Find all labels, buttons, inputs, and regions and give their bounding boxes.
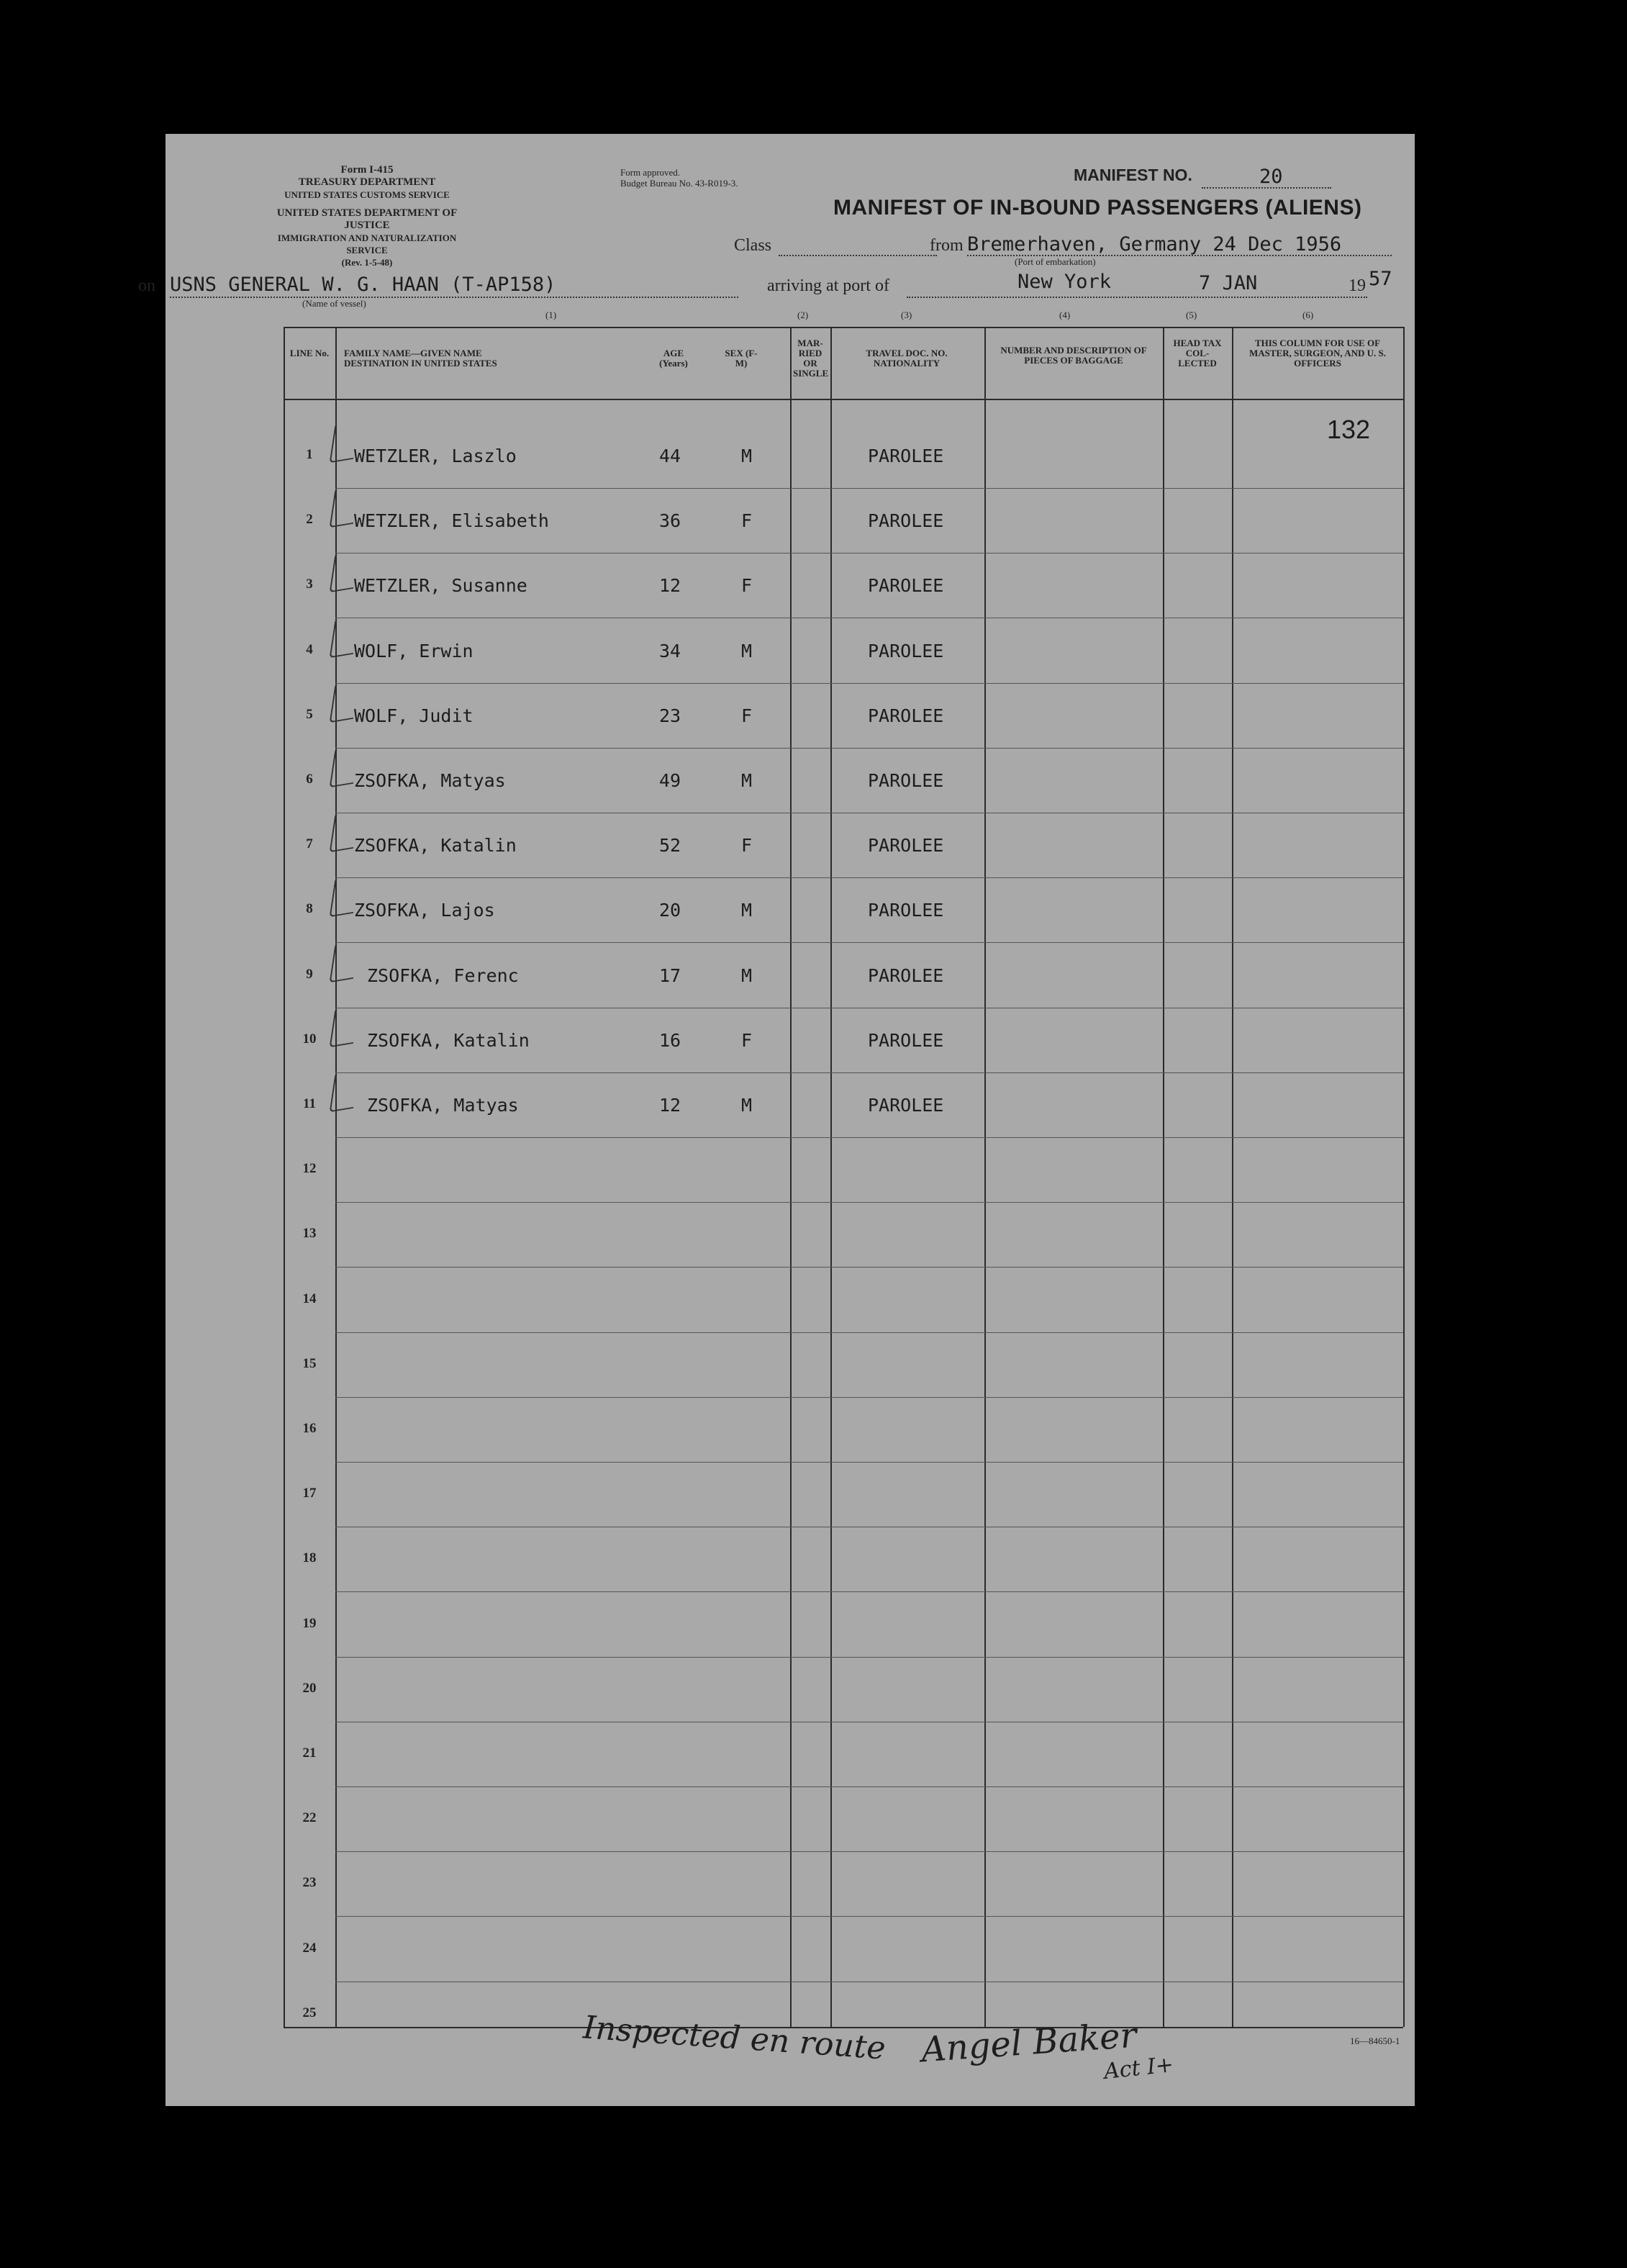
passenger-travel-doc: PAROLEE [868,1095,944,1116]
manifest-no-label: MANIFEST NO. [1074,166,1192,184]
line-number: 13 [302,1226,317,1242]
form-number: Form I-415 [340,164,394,176]
line-number: 14 [302,1291,317,1306]
form-id-block [273,164,461,201]
col-num-2: (2) [797,310,809,320]
checkmark [330,941,359,982]
line-number: 17 [302,1486,317,1501]
vessel-caption: (Name of vessel) [302,298,366,309]
table-right-border [1403,327,1405,2027]
embarkation-value: Bremerhaven, Germany 24 Dec 1956 [967,233,1342,256]
treasury-dept: TREASURY DEPARTMENT [298,176,436,188]
row-divider [335,1397,1403,1398]
arrival-port: New York [1018,271,1112,293]
passenger-name: ZSOFKA, Ferenc [367,964,519,986]
table-top-border [284,327,1403,328]
budget-bureau: Budget Bureau No. 43-R019-3. [620,178,738,189]
revision-date: (Rev. 1-5-48) [341,257,393,268]
col-num-5: (5) [1186,310,1197,320]
col-num-4: (4) [1059,310,1071,320]
header-married: MAR-RIED OR SINGLE [793,338,829,379]
passenger-age: 17 [659,964,681,986]
line-number: 18 [302,1550,317,1566]
port-embarkation-caption: (Port of embarkation) [1015,256,1096,267]
passenger-travel-doc: PAROLEE [868,446,944,466]
header-baggage: NUMBER AND DESCRIPTION OF PIECES OF BAGGAGE [1000,345,1147,366]
passenger-name: WETZLER, Susanne [354,575,527,597]
col-div-tax [1163,327,1164,2027]
line-number: 21 [302,1745,317,1761]
header-travel-doc: TRAVEL DOC. NO. NATIONALITY [866,348,948,369]
line-number: 16 [302,1421,317,1436]
justice-block [259,207,475,268]
passenger-age: 52 [659,835,681,857]
row-divider [335,1916,1403,1917]
row-divider [335,488,1403,489]
passenger-age: 20 [659,900,681,921]
arrival-date: 7 JAN [1199,272,1258,294]
passenger-name: WETZLER, Laszlo [354,446,517,466]
row-divider [335,553,1403,554]
passenger-sex: M [741,640,753,661]
header-sex: SEX (F-M) [725,348,758,369]
passenger-age: 16 [659,1029,681,1051]
header-line-no: LINE No. [289,348,330,358]
vessel-name: USNS GENERAL W. G. HAAN (T-AP158) [170,274,556,296]
passenger-travel-doc: PAROLEE [868,835,944,857]
ins-service: IMMIGRATION AND NATURALIZATION SERVICE [277,232,457,256]
line-number: 12 [302,1161,317,1177]
class-label: Class [734,236,772,255]
header-head-tax: HEAD TAX COL-LECTED [1173,338,1222,369]
passenger-sex: M [741,770,753,791]
passenger-sex: M [741,1095,753,1116]
row-divider [335,942,1403,943]
arrival-port-rule [907,297,1367,298]
table-header-border [284,399,1403,400]
row-divider [335,748,1403,749]
line-number: 20 [302,1680,317,1696]
passenger-age: 36 [659,510,681,532]
row-divider [335,1591,1403,1592]
row-divider [335,1267,1403,1268]
passenger-age: 49 [659,770,681,791]
row-divider [335,683,1403,684]
passenger-name: ZSOFKA, Matyas [367,1095,519,1116]
passenger-travel-doc: PAROLEE [868,964,944,986]
class-rule [779,255,937,256]
passenger-name: WOLF, Judit [354,705,473,726]
line-number: 8 [306,901,313,917]
passenger-sex: F [741,575,753,597]
line-number: 9 [306,966,313,982]
row-divider [335,1786,1403,1787]
row-divider [335,1137,1403,1138]
approval-block [620,167,738,189]
passenger-name: WOLF, Erwin [354,640,473,661]
row-divider [335,877,1403,878]
line-number: 3 [306,577,313,592]
manifest-title: MANIFEST OF IN-BOUND PASSENGERS (ALIENS) [833,196,1362,220]
col-div-baggage [984,327,986,2027]
line-number: 23 [302,1875,317,1891]
line-number: 19 [302,1615,317,1631]
passenger-age: 44 [659,446,681,466]
handwritten-note: Inspected en route [581,2009,887,2067]
line-number: 11 [303,1096,316,1111]
col-num-1: (1) [545,310,557,320]
justice-dept: UNITED STATES DEPARTMENT OF JUSTICE [276,207,458,231]
manifest-no-value: 20 [1259,166,1283,188]
form-footer-code: 16—84650-1 [1350,2036,1400,2046]
table-left-border [284,327,285,2027]
passenger-travel-doc: PAROLEE [868,770,944,791]
handwritten-signature: Angel Baker [920,2015,1138,2071]
line-number: 10 [302,1031,317,1047]
line-number: 24 [302,1940,317,1956]
passenger-name: WETZLER, Elisabeth [354,510,549,532]
row-divider [335,1462,1403,1463]
passenger-sex: M [741,900,753,921]
passenger-age: 12 [659,1095,681,1116]
line-number: 22 [302,1810,317,1826]
passenger-travel-doc: PAROLEE [868,575,944,597]
form-approved: Form approved. [620,167,681,178]
passenger-age: 12 [659,575,681,597]
year-printed: 19 [1349,276,1366,295]
row-divider [335,1202,1403,1203]
passenger-travel-doc: PAROLEE [868,705,944,726]
passenger-name: ZSOFKA, Katalin [354,835,517,857]
passenger-age: 34 [659,640,681,661]
passenger-sex: F [741,705,753,726]
passenger-travel-doc: PAROLEE [868,1029,944,1051]
passenger-travel-doc: PAROLEE [868,510,944,532]
passenger-sex: F [741,1029,753,1051]
passenger-travel-doc: PAROLEE [868,640,944,661]
passenger-age: 23 [659,705,681,726]
line-number: 2 [306,512,313,528]
row-divider [335,1332,1403,1333]
passenger-sex: F [741,835,753,857]
line-number: 1 [306,447,313,462]
col-div-married [790,327,792,2027]
passenger-name: ZSOFKA, Matyas [354,770,506,791]
header-name: FAMILY NAME—GIVEN NAME DESTINATION IN UNITED STATES [344,348,497,369]
passenger-travel-doc: PAROLEE [868,900,944,921]
header-age: AGE (Years) [659,348,688,369]
line-number: 4 [306,641,313,657]
passenger-name: ZSOFKA, Katalin [367,1029,530,1051]
on-label: on [138,276,155,295]
line-number: 7 [306,836,313,852]
passenger-sex: M [741,964,753,986]
customs-service: UNITED STATES CUSTOMS SERVICE [284,189,450,200]
passenger-name: ZSOFKA, Lajos [354,900,495,921]
arriving-label: arriving at port of [767,276,889,295]
manifest-sheet [138,134,1415,2106]
checkmark [330,1006,359,1047]
row-divider [335,1072,1403,1073]
col-div-officers [1232,327,1233,2027]
row-divider [335,1851,1403,1852]
line-number: 25 [302,2005,317,2020]
line-number: 5 [306,706,313,722]
col-num-3: (3) [901,310,912,320]
passenger-sex: M [741,446,753,466]
from-label: from [930,236,964,255]
col-div-doc [830,327,832,2027]
col-num-6: (6) [1302,310,1314,320]
line-number: 6 [306,772,313,787]
year-typed: 57 [1369,268,1392,290]
row-divider [335,1657,1403,1658]
line-number: 15 [302,1355,317,1371]
stamp-number: 132 [1327,415,1371,444]
vessel-rule [170,297,738,298]
checkmark [330,1072,359,1113]
header-officers: THIS COLUMN FOR USE OF MASTER, SURGEON, AND U. S. OFFICERS [1249,338,1386,369]
handwritten-title: Act I+ [1102,2052,1175,2084]
passenger-sex: F [741,510,753,532]
